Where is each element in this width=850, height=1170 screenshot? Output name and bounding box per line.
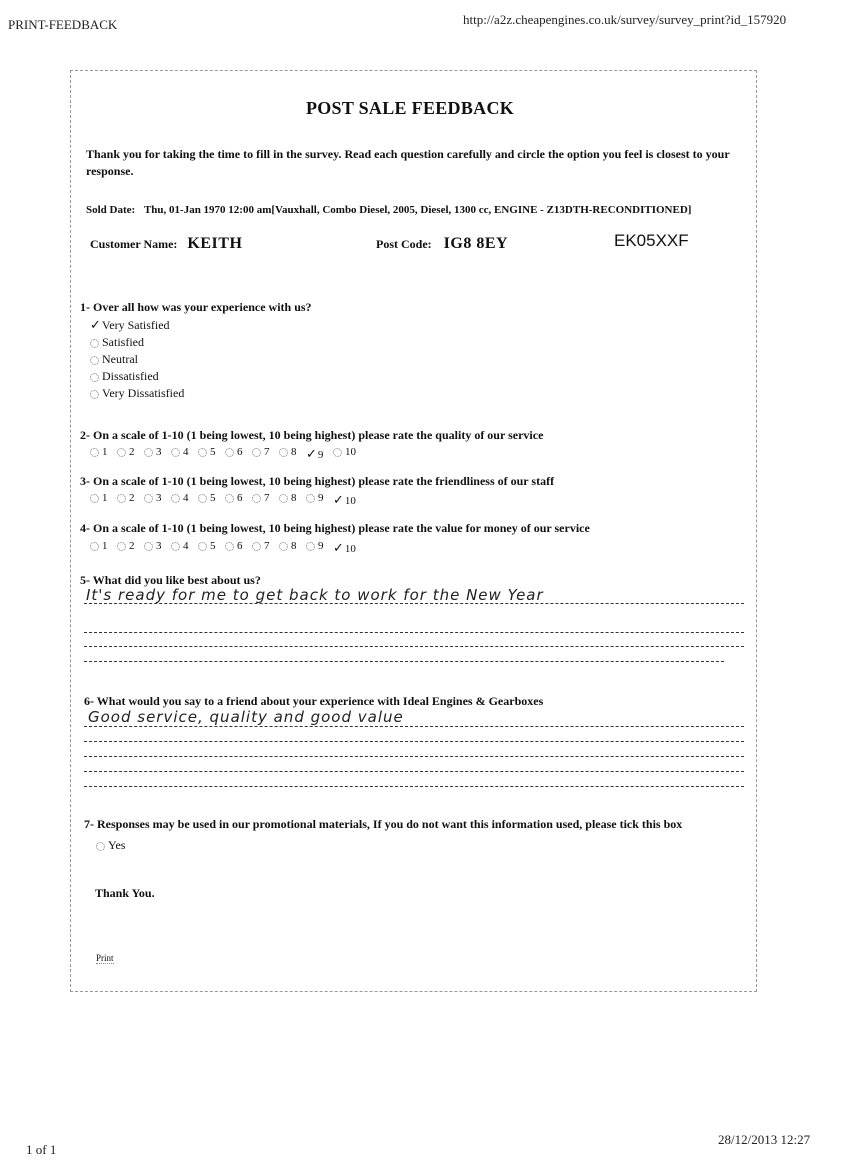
answer-line	[84, 646, 744, 647]
answer-line	[84, 771, 744, 772]
print-feedback-label: PRINT-FEEDBACK	[8, 17, 118, 32]
q1-option-very-dissatisfied[interactable]: Very Dissatisfied	[90, 385, 184, 402]
q2-option-2[interactable]: 2	[117, 446, 144, 462]
page-url: http://a2z.cheapengines.co.uk/survey/survey_print?id_157920	[463, 12, 787, 27]
q3-option-9[interactable]: 9	[306, 492, 333, 508]
radio-icon	[144, 494, 153, 503]
radio-icon	[279, 542, 288, 551]
sold-date-label: Sold Date:	[86, 204, 136, 216]
q3-option-4[interactable]: 4	[171, 492, 198, 508]
q2-option-1[interactable]: 1	[90, 446, 117, 462]
radio-icon	[198, 494, 207, 503]
q3-option-5[interactable]: 5	[198, 492, 225, 508]
q4-question: 4- On a scale of 1-10 (1 being lowest, 10 being highest) please rate the value for money of our service	[80, 521, 590, 535]
customer-row	[90, 235, 242, 253]
q2-option-10[interactable]: 10	[333, 446, 360, 462]
q6-answer[interactable]: Good service, quality and good value	[88, 708, 404, 726]
answer-line	[84, 632, 744, 633]
q3-option-3[interactable]: 3	[144, 492, 171, 508]
radio-icon	[225, 494, 234, 503]
q5-answer-line	[84, 603, 744, 604]
radio-icon	[171, 542, 180, 551]
radio-icon	[279, 448, 288, 457]
page-count: 1 of 1	[26, 1142, 57, 1157]
radio-icon	[90, 494, 99, 503]
q2-option-9[interactable]: ✓9	[306, 446, 324, 461]
q2-question: 2- On a scale of 1-10 (1 being lowest, 10 being highest) please rate the quality of our service	[80, 428, 544, 442]
q3-option-2[interactable]: 2	[117, 492, 144, 508]
q4-option-2[interactable]: 2	[117, 540, 144, 556]
q7-question: 7- Responses may be used in our promotional materials, If you do not want this information used, please tick this box	[84, 817, 683, 831]
q4-option-10[interactable]: ✓10	[333, 540, 356, 555]
q3-option-6[interactable]: 6	[225, 492, 252, 508]
q2-scale	[90, 446, 360, 462]
sold-product: [Vauxhall, Combo Diesel, 2005, Diesel, 1300 cc, ENGINE - Z13DTH-RECONDITIONED]	[271, 204, 692, 216]
radio-icon	[198, 542, 207, 551]
postcode-label: Post Code:	[376, 237, 432, 251]
answer-line	[84, 786, 744, 787]
q4-option-3[interactable]: 3	[144, 540, 171, 556]
q3-option-1[interactable]: 1	[90, 492, 117, 508]
radio-icon	[225, 542, 234, 551]
q3-option-8[interactable]: 8	[279, 492, 306, 508]
postcode-value: IG8 8EY	[443, 235, 509, 252]
answer-line	[84, 741, 744, 742]
checkbox-icon	[96, 842, 105, 851]
q1-option-satisfied[interactable]: Satisfied	[90, 334, 184, 351]
radio-icon	[333, 448, 342, 457]
radio-icon	[198, 448, 207, 457]
q2-option-8[interactable]: 8	[279, 446, 306, 462]
q2-option-5[interactable]: 5	[198, 446, 225, 462]
q2-option-7[interactable]: 7	[252, 446, 279, 462]
radio-icon	[144, 448, 153, 457]
registration-value: EK05XXF	[614, 231, 689, 250]
answer-line	[84, 756, 744, 757]
q3-option-7[interactable]: 7	[252, 492, 279, 508]
radio-icon	[90, 542, 99, 551]
sold-date-value: Thu, 01-Jan 1970 12:00 am	[143, 204, 272, 216]
q3-question: 3- On a scale of 1-10 (1 being lowest, 10 being highest) please rate the friendliness of our staff	[80, 474, 555, 488]
q4-option-9[interactable]: 9	[306, 540, 333, 556]
q2-option-4[interactable]: 4	[171, 446, 198, 462]
radio-icon	[306, 542, 315, 551]
radio-icon	[144, 542, 153, 551]
q2-option-6[interactable]: 6	[225, 446, 252, 462]
q4-option-1[interactable]: 1	[90, 540, 117, 556]
radio-icon	[117, 542, 126, 551]
q4-option-4[interactable]: 4	[171, 540, 198, 556]
q1-option-dissatisfied[interactable]: Dissatisfied	[90, 368, 184, 385]
q4-option-8[interactable]: 8	[279, 540, 306, 556]
tick-icon: ✓	[306, 446, 317, 461]
radio-icon	[252, 448, 261, 457]
radio-icon	[117, 448, 126, 457]
sold-row	[86, 204, 691, 216]
radio-icon	[306, 494, 315, 503]
q6-question: 6- What would you say to a friend about your experience with Ideal Engines & Gearboxes	[84, 694, 544, 708]
tick-icon: ✓	[333, 492, 344, 507]
page-title: POST SALE FEEDBACK	[305, 98, 515, 118]
q2-option-3[interactable]: 3	[144, 446, 171, 462]
q4-option-6[interactable]: 6	[225, 540, 252, 556]
tick-icon: ✓	[333, 540, 344, 555]
q5-answer[interactable]: It's ready for me to get back to work for the New Year	[86, 586, 544, 604]
q5-question: 5- What did you like best about us?	[80, 573, 261, 587]
print-button[interactable]: Print	[96, 953, 114, 963]
thank-you-text: Thank You.	[95, 886, 155, 900]
tick-icon: ✓	[90, 317, 101, 332]
radio-icon	[279, 494, 288, 503]
q6-answer-line	[84, 726, 744, 727]
q4-option-7[interactable]: 7	[252, 540, 279, 556]
q4-scale	[90, 540, 360, 556]
postcode-row	[376, 235, 508, 253]
radio-icon	[90, 448, 99, 457]
intro-text: Thank you for taking the time to fill in the survey. Read each question carefully and circle the option you feel is closest to your response.	[86, 147, 730, 178]
print-datetime: 28/12/2013 12:27	[718, 1132, 811, 1147]
radio-icon	[171, 448, 180, 457]
answer-line	[84, 661, 724, 662]
customer-name: KEITH	[187, 235, 243, 252]
radio-icon	[117, 494, 126, 503]
q1-option-very-satisfied[interactable]: ✓Very Satisfied	[90, 317, 170, 332]
radio-icon	[90, 339, 99, 348]
q4-option-5[interactable]: 5	[198, 540, 225, 556]
q1-options	[90, 316, 184, 402]
radio-icon	[90, 390, 99, 399]
radio-icon	[171, 494, 180, 503]
radio-icon	[90, 373, 99, 382]
q1-option-neutral[interactable]: Neutral	[90, 351, 184, 368]
radio-icon	[252, 542, 261, 551]
radio-icon	[90, 356, 99, 365]
q7-option-yes[interactable]: Yes	[96, 838, 125, 853]
q1-question: 1- Over all how was your experience with us?	[80, 300, 312, 314]
q3-option-10[interactable]: ✓10	[333, 492, 356, 507]
q3-scale	[90, 492, 360, 508]
radio-icon	[225, 448, 234, 457]
customer-name-label: Customer Name:	[90, 237, 178, 251]
radio-icon	[252, 494, 261, 503]
